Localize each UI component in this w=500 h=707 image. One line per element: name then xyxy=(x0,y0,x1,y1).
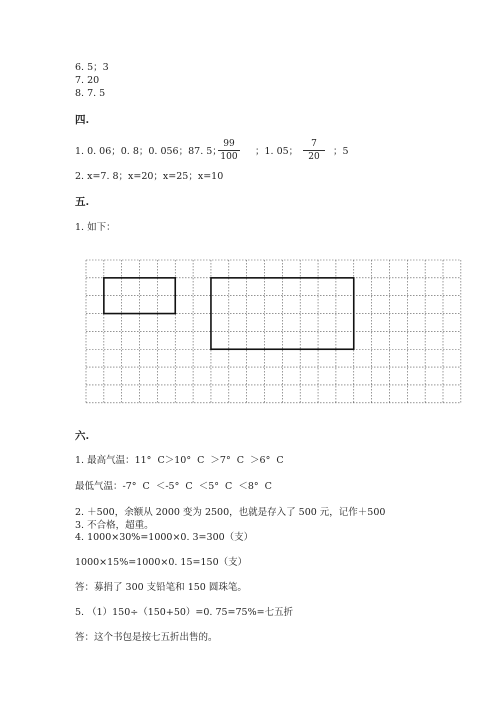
answer-6-1-low: 最低气温：-7° C ＜-5° C ＜5° C ＜8° C xyxy=(75,481,272,492)
answer-4-1-part-b: ；1. 05； xyxy=(255,146,299,157)
answer-8: 8. 7. 5 xyxy=(75,88,106,99)
answer-6-4: 4. 1000×30%=1000×0. 3=300（支） xyxy=(75,532,254,543)
answer-6-4-c: 答：募捐了 300 支铅笔和 150 圆珠笔。 xyxy=(75,582,247,593)
answer-4-1-part-c: ；5 xyxy=(333,146,349,157)
answer-7: 7. 20 xyxy=(75,75,100,86)
answer-6-5: 5. （1）150÷（150+50）=0. 75=75%=七五折 xyxy=(75,607,294,618)
answer-4-1-part-a: 1. 0. 06；0. 8；0. 056；87. 5； xyxy=(75,146,222,157)
section-6-heading: 六. xyxy=(75,430,90,442)
fraction-numerator: 7 xyxy=(303,139,325,151)
answer-6-5-b: 答：这个书包是按七五折出售的。 xyxy=(75,632,218,643)
answer-6-4-b: 1000×15%=1000×0. 15=150（支） xyxy=(75,557,248,568)
answer-5-1: 1. 如下： xyxy=(75,222,116,233)
answer-6-1: 1. 最高气温：11° C＞10° C ＞7° C ＞6° C xyxy=(75,455,284,466)
fraction-denominator: 20 xyxy=(308,152,320,162)
answer-6: 6. 5；3 xyxy=(75,62,109,73)
fraction-denominator: 100 xyxy=(220,152,238,162)
fraction-numerator: 99 xyxy=(218,139,240,151)
answer-4-2: 2. x=7. 8；x=20；x=25；x=10 xyxy=(75,171,224,182)
section-5-heading: 五. xyxy=(75,196,90,208)
answer-6-3: 3. 不合格，超重。 xyxy=(75,520,154,531)
section-4-heading: 四. xyxy=(75,114,90,126)
answer-6-2: 2. ＋500，余额从 2000 变为 2500，也就是存入了 500 元，记作＋500 xyxy=(75,507,386,518)
